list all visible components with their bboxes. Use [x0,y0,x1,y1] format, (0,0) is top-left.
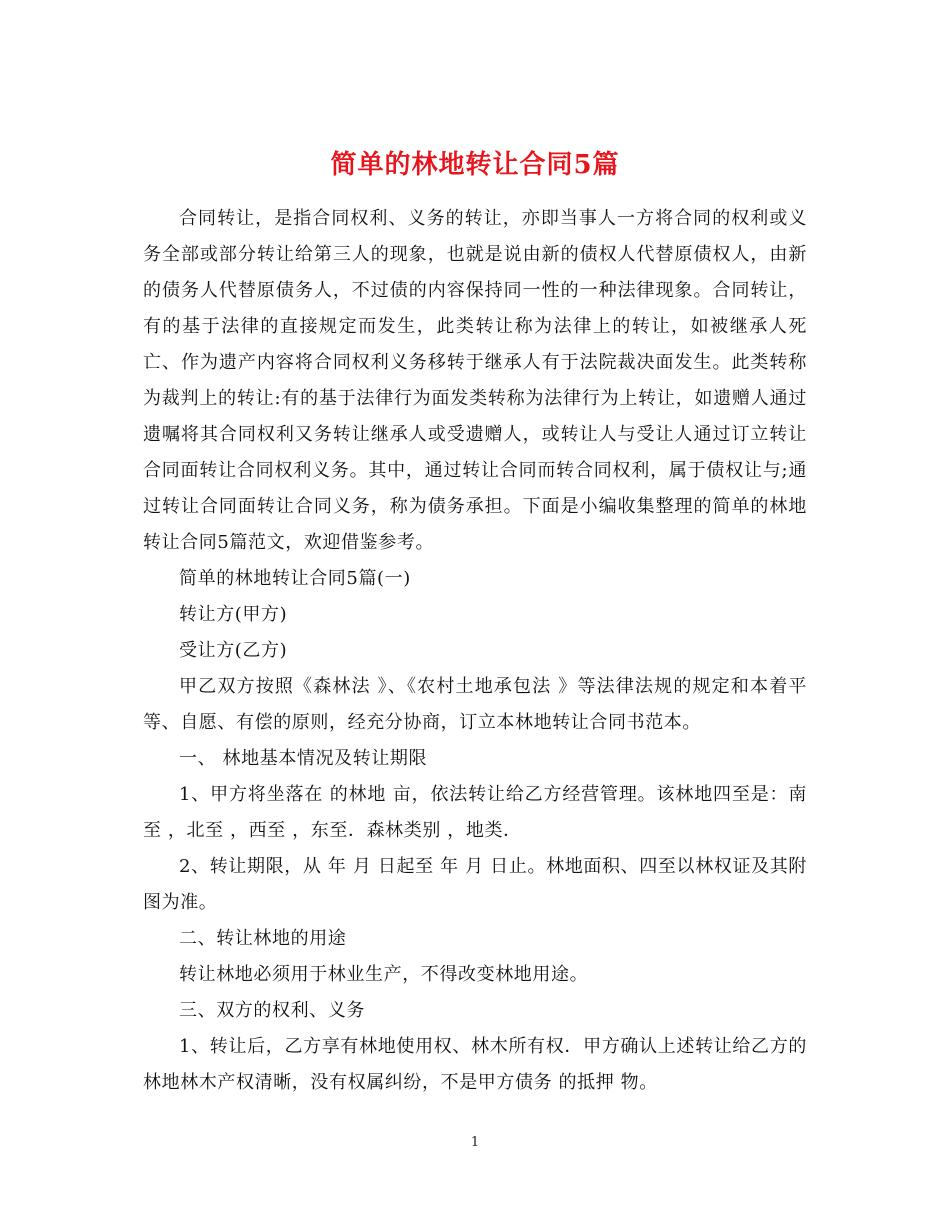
transferee-line: 受让方(乙方) [179,640,288,661]
document-body [143,201,807,1101]
transferor-line: 转让方(甲方) [179,604,288,625]
intro-paragraph: 合同转让，是指合同权利、义务的转让，亦即当事人一方将合同的权利或义务全部或部分转让给第三人的现象，也就是说由新的债权人代替原债权人，由新的债务人代替原债务人，不过债的内容保持同一性的一种法律现象。合同转让，有的基于法律的直接规定而发生，此类转让称为法律上的转让，如被继承人死亡、作为遗产内容将合同权利义务移转于继承人有于法院裁决面发生。此类转称为裁判上的转让:有的基于法律行为面发类转称为法律行为上转让，如遗赠人通过遗嘱将其合同权利又务转让继承人或受遗赠人，或转让人与受让人通过订立转让合同面转让合同权利义务。其中，通过转让合同而转合同权利，属于债权让与;通过转让合同面转让合同义务，称为债务承担。下面是小编收集整理的简单的林地转让合同5篇范文，欢迎借鉴参考。 [143,208,807,553]
clause-land-use: 转让林地必须用于林业生产，不得改变林地用途。 [179,964,589,985]
section-heading-rights-duties: 三、双方的权利、义务 [179,1000,365,1021]
page-number: 1 [470,1135,480,1150]
clause-rights-after-transfer: 1、转让后，乙方享有林地使用权、林木所有权．甲方确认上述转让给乙方的林地林木产权清晰，没有权属纠纷，不是甲方债务 的抵押 物。 [143,1036,807,1093]
clause-land-location: 1、甲方将坐落在 的林地 亩，依法转让给乙方经营管理。该林地四至是：南至 ，北至 ，西至 ，东至．森林类别 ，地类． [143,784,807,841]
document-title: 简单的林地转让合同5篇 [330,150,620,181]
agreement-basis-paragraph: 甲乙双方按照《森林法 》、《农村土地承包法 》等法律法规的规定和本着平等、自愿、有偿的原则，经充分协商，订立本林地转让合同书范本。 [143,676,807,733]
section-heading-basic-info: 一、 林地基本情况及转让期限 [179,748,428,769]
section-heading-land-use: 二、转让林地的用途 [179,928,347,949]
clause-transfer-period: 2、转让期限，从 年 月 日起至 年 月 日止。林地面积、四至以林权证及其附图为准。 [143,856,807,913]
contract-heading: 简单的林地转让合同5篇(一) [179,568,411,589]
